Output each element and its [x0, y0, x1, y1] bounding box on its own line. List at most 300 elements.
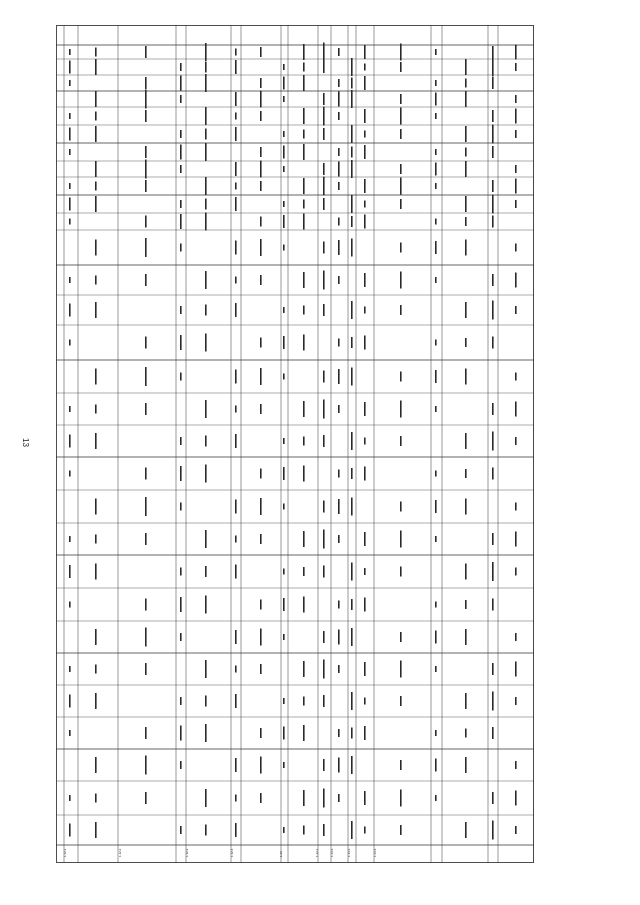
cell-value-mark [303, 401, 305, 417]
cell-value-mark [364, 698, 366, 705]
cell-value-mark [303, 178, 305, 194]
cell-value-mark [435, 163, 437, 176]
cell-value-mark [364, 402, 366, 416]
cell-value-mark [338, 79, 340, 87]
cell-value-mark [145, 599, 147, 611]
cell-value-mark [145, 274, 147, 286]
cell-value-mark [323, 400, 325, 419]
cell-value-mark [492, 432, 494, 451]
cell-value-mark [364, 76, 366, 90]
cell-value-mark [323, 824, 325, 836]
cell-value-mark [465, 59, 467, 75]
cell-value-mark [435, 183, 437, 189]
cell-value-mark [400, 790, 402, 807]
cell-value-mark [465, 217, 467, 226]
cell-value-mark [180, 826, 182, 834]
cell-value-mark [180, 63, 182, 71]
cell-value-mark [435, 666, 437, 672]
cell-value-mark [303, 567, 305, 576]
cell-value-mark [515, 244, 517, 252]
cell-value-mark [364, 827, 366, 834]
cell-value-mark [465, 469, 467, 478]
cell-value-mark [145, 46, 147, 58]
cell-value-mark [323, 107, 325, 126]
cell-value-mark [205, 530, 207, 548]
cell-value-mark [515, 109, 517, 124]
cell-value-mark [283, 438, 285, 444]
cell-value-mark [205, 62, 207, 73]
cell-value-mark [323, 759, 325, 771]
cell-value-mark [283, 201, 285, 207]
cell-value-mark [235, 666, 237, 673]
cell-value-mark [338, 276, 340, 284]
cell-value-mark [323, 198, 325, 210]
cell-value-mark [145, 90, 147, 109]
cell-value-mark [235, 630, 237, 644]
cell-value-mark [95, 535, 97, 544]
cell-value-mark [95, 302, 97, 318]
cell-value-mark [351, 90, 353, 108]
cell-value-mark [69, 149, 71, 155]
cell-value-mark [95, 822, 97, 838]
cell-value-mark [260, 181, 262, 191]
cell-value-mark [260, 91, 262, 108]
cell-value-mark [235, 92, 237, 106]
cell-value-mark [364, 131, 366, 138]
cell-value-mark [515, 63, 517, 71]
cell-value-mark [205, 213, 207, 231]
cell-value-mark [235, 795, 237, 802]
cell-value-mark [515, 437, 517, 445]
cell-value-mark [492, 337, 494, 349]
cell-value-mark [338, 601, 340, 609]
cell-value-mark [235, 370, 237, 384]
cell-value-mark [95, 629, 97, 645]
cell-value-mark [364, 467, 366, 481]
cell-value-mark [492, 216, 494, 228]
cell-value-mark [400, 272, 402, 289]
cell-value-mark [260, 338, 262, 348]
cell-value-mark [303, 725, 305, 741]
cell-value-mark [323, 304, 325, 316]
cell-value-mark [283, 598, 285, 611]
cell-value-mark [205, 465, 207, 483]
cell-value-mark [283, 336, 285, 349]
cell-value-mark [260, 78, 262, 88]
row-code-label: 1.12.1 [63, 848, 67, 857]
cell-value-mark [69, 824, 71, 837]
cell-value-mark [260, 368, 262, 385]
cell-value-mark [235, 241, 237, 255]
cell-value-mark [364, 438, 366, 445]
cell-value-mark [465, 822, 467, 838]
cell-value-mark [180, 726, 182, 741]
cell-value-mark [364, 201, 366, 208]
cell-value-mark [303, 826, 305, 835]
cell-value-mark [323, 660, 325, 679]
cell-value-mark [303, 108, 305, 124]
cell-value-mark [303, 790, 305, 806]
cell-value-mark [180, 503, 182, 511]
row-code-label: 1.13 [279, 851, 283, 857]
cell-value-mark [69, 277, 71, 283]
cell-value-mark [323, 43, 325, 62]
cell-value-mark [303, 75, 305, 91]
cell-value-mark [95, 196, 97, 212]
cell-value-mark [400, 531, 402, 548]
cell-value-mark [205, 74, 207, 92]
cell-value-mark [515, 373, 517, 381]
cell-value-mark [492, 58, 494, 77]
cell-value-mark [435, 730, 437, 736]
cell-value-mark [260, 793, 262, 803]
cell-value-mark [351, 368, 353, 386]
cell-value-mark [323, 566, 325, 578]
cell-value-mark [260, 664, 262, 674]
cell-value-mark [492, 195, 494, 214]
cell-value-mark [95, 405, 97, 414]
cell-value-mark [260, 111, 262, 121]
cell-value-mark [180, 633, 182, 641]
cell-value-mark [283, 374, 285, 380]
cell-value-mark [323, 501, 325, 513]
cell-value-mark [400, 401, 402, 418]
cell-value-mark [260, 161, 262, 178]
cell-value-mark [69, 536, 71, 542]
cell-value-mark [465, 757, 467, 773]
cell-value-mark [435, 795, 437, 801]
cell-value-mark [435, 113, 437, 119]
cell-value-mark [303, 697, 305, 706]
cell-value-mark [260, 629, 262, 646]
row-code-label: 1.13.2 [330, 848, 334, 857]
cell-value-mark [351, 78, 353, 89]
cell-value-mark [323, 242, 325, 254]
cell-value-mark [338, 240, 340, 255]
cell-value-mark [205, 107, 207, 125]
cell-value-mark [235, 565, 237, 579]
cell-value-mark [364, 726, 366, 740]
cell-value-mark [145, 216, 147, 228]
cell-value-mark [145, 110, 147, 122]
cell-value-mark [260, 600, 262, 610]
cell-value-mark [303, 335, 305, 351]
cell-value-mark [145, 663, 147, 675]
cell-value-mark [351, 432, 353, 450]
cell-value-mark [364, 568, 366, 575]
cell-value-mark [435, 277, 437, 283]
cell-value-mark [465, 302, 467, 318]
cell-value-mark [303, 272, 305, 288]
cell-value-mark [235, 823, 237, 837]
cell-value-mark [351, 125, 353, 143]
cell-value-mark [435, 602, 437, 608]
cell-value-mark [145, 756, 147, 775]
cell-value-mark [515, 402, 517, 417]
cell-value-mark [492, 599, 494, 611]
cell-value-mark [435, 93, 437, 106]
cell-value-mark [303, 63, 305, 72]
cell-value-mark [180, 437, 182, 445]
cell-value-mark [180, 76, 182, 91]
cell-value-mark [351, 468, 353, 479]
cell-value-mark [260, 47, 262, 57]
cell-value-mark [283, 504, 285, 510]
cell-value-mark [205, 129, 207, 140]
cell-value-mark [465, 91, 467, 107]
cell-value-mark [400, 502, 402, 512]
cell-value-mark [515, 791, 517, 806]
cell-value-mark [465, 126, 467, 142]
cell-value-mark [69, 304, 71, 317]
rotated-data-table [56, 25, 534, 863]
row-code-label: 1.12.4 [230, 848, 234, 857]
cell-value-mark [69, 565, 71, 578]
cell-value-mark [435, 631, 437, 644]
cell-value-mark [145, 497, 147, 516]
cell-value-mark [338, 339, 340, 347]
cell-value-mark [351, 563, 353, 581]
cell-value-mark [260, 147, 262, 157]
cell-value-mark [69, 795, 71, 801]
cell-value-mark [400, 243, 402, 253]
cell-value-mark [492, 146, 494, 158]
cell-value-mark [260, 404, 262, 414]
cell-value-mark [69, 602, 71, 608]
cell-value-mark [180, 130, 182, 138]
cell-value-mark [145, 77, 147, 89]
cell-value-mark [465, 369, 467, 385]
cell-value-mark [465, 161, 467, 177]
cell-value-mark [205, 334, 207, 352]
cell-value-mark [465, 499, 467, 515]
cell-value-mark [465, 600, 467, 609]
cell-value-mark [145, 792, 147, 804]
cell-value-mark [465, 629, 467, 645]
cell-value-mark [364, 215, 366, 229]
cell-value-mark [364, 791, 366, 805]
cell-value-mark [180, 761, 182, 769]
cell-value-mark [235, 406, 237, 413]
cell-value-mark [235, 113, 237, 120]
cell-value-mark [145, 160, 147, 179]
cell-value-mark [235, 49, 237, 56]
cell-value-mark [283, 569, 285, 575]
cell-value-mark [95, 276, 97, 285]
cell-value-mark [235, 694, 237, 708]
cell-value-mark [180, 244, 182, 252]
cell-value-mark [303, 144, 305, 160]
cell-value-mark [69, 695, 71, 708]
cell-value-mark [400, 129, 402, 139]
cell-value-mark [338, 92, 340, 107]
cell-value-mark [235, 127, 237, 141]
cell-value-mark [260, 728, 262, 738]
cell-value-mark [338, 182, 340, 190]
cell-value-mark [95, 91, 97, 107]
cell-value-mark [465, 79, 467, 88]
cell-value-mark [400, 94, 402, 104]
cell-value-mark [515, 45, 517, 60]
cell-value-mark [69, 340, 71, 346]
cell-value-mark [400, 632, 402, 642]
cell-value-mark [205, 400, 207, 418]
cell-value-mark [435, 471, 437, 477]
cell-value-mark [351, 756, 353, 774]
cell-value-mark [180, 165, 182, 173]
cell-value-mark [69, 128, 71, 141]
cell-value-mark [323, 177, 325, 196]
cell-value-mark [435, 340, 437, 346]
cell-value-mark [283, 307, 285, 313]
cell-value-mark [492, 792, 494, 804]
cell-value-mark [492, 274, 494, 286]
page-number: 13 [21, 438, 30, 447]
cell-value-mark [465, 693, 467, 709]
cell-value-mark [400, 760, 402, 770]
cell-value-mark [205, 696, 207, 707]
cell-value-mark [515, 662, 517, 677]
cell-value-mark [465, 338, 467, 347]
row-code-label: 1.12.2 [118, 848, 122, 857]
cell-value-mark [145, 180, 147, 192]
cell-value-mark [95, 112, 97, 121]
row-code-label: 1.13.3 [347, 848, 351, 857]
cell-value-mark [283, 77, 285, 90]
cell-value-mark [69, 219, 71, 225]
cell-value-mark [323, 631, 325, 643]
cell-value-mark [95, 757, 97, 773]
cell-value-mark [205, 43, 207, 61]
cell-value-mark [364, 598, 366, 612]
cell-value-mark [492, 301, 494, 320]
cell-value-mark [400, 199, 402, 209]
cell-value-mark [95, 665, 97, 674]
cell-value-mark [260, 217, 262, 227]
cell-value-mark [260, 469, 262, 479]
cell-value-mark [283, 166, 285, 172]
cell-value-mark [69, 80, 71, 86]
cell-value-mark [283, 96, 285, 102]
cell-value-mark [180, 697, 182, 705]
cell-value-mark [515, 697, 517, 705]
cell-value-mark [260, 534, 262, 544]
cell-value-mark [180, 568, 182, 576]
cell-value-mark [492, 727, 494, 739]
cell-value-mark [69, 435, 71, 448]
cell-value-mark [515, 306, 517, 314]
cell-value-mark [351, 58, 353, 76]
cell-value-mark [364, 662, 366, 676]
cell-value-mark [338, 729, 340, 737]
cell-value-mark [515, 532, 517, 547]
cell-value-mark [323, 371, 325, 383]
cell-value-mark [351, 195, 353, 213]
cell-value-mark [69, 113, 71, 119]
cell-value-mark [145, 337, 147, 349]
cell-value-mark [283, 827, 285, 833]
cell-value-mark [95, 59, 97, 75]
cell-value-mark [515, 568, 517, 576]
cell-value-mark [338, 630, 340, 645]
cell-value-mark [364, 145, 366, 159]
cell-value-mark [95, 499, 97, 515]
cell-value-mark [205, 271, 207, 289]
cell-value-mark [303, 306, 305, 315]
cell-value-mark [515, 761, 517, 769]
cell-value-mark [338, 794, 340, 802]
cell-value-mark [400, 178, 402, 195]
cell-value-mark [364, 45, 366, 59]
cell-value-mark [95, 161, 97, 177]
cell-value-mark [95, 182, 97, 191]
cell-value-mark [69, 730, 71, 736]
cell-value-mark [95, 693, 97, 709]
cell-value-mark [364, 109, 366, 123]
cell-value-mark [435, 241, 437, 254]
cell-value-mark [323, 271, 325, 290]
cell-value-mark [145, 533, 147, 545]
cell-value-mark [283, 698, 285, 704]
cell-value-mark [303, 214, 305, 230]
cell-value-mark [235, 434, 237, 448]
cell-value-mark [435, 406, 437, 412]
cell-value-mark [364, 307, 366, 314]
cell-value-mark [492, 403, 494, 415]
cell-value-mark [260, 498, 262, 515]
cell-value-mark [364, 336, 366, 350]
cell-value-mark [145, 367, 147, 386]
cell-value-mark [145, 628, 147, 647]
cell-value-mark [235, 60, 237, 74]
cell-value-mark [235, 197, 237, 211]
row-code-label: 1.13.1 [315, 848, 319, 857]
cell-value-mark [351, 337, 353, 348]
cell-value-mark [69, 49, 71, 55]
cell-value-mark [515, 633, 517, 641]
cell-value-mark [400, 696, 402, 706]
cell-value-mark [205, 596, 207, 614]
cell-value-mark [465, 148, 467, 157]
cell-value-mark [260, 275, 262, 285]
cell-value-mark [323, 695, 325, 707]
cell-value-mark [400, 661, 402, 678]
cell-value-mark [283, 467, 285, 480]
cell-value-mark [260, 757, 262, 774]
cell-value-mark [205, 724, 207, 742]
cell-value-mark [69, 666, 71, 672]
cell-value-mark [323, 163, 325, 175]
cell-value-mark [492, 663, 494, 675]
cell-value-mark [351, 628, 353, 646]
cell-value-mark [303, 466, 305, 482]
cell-value-mark [435, 370, 437, 383]
cell-value-mark [338, 665, 340, 673]
cell-value-mark [145, 468, 147, 480]
cell-value-mark [180, 200, 182, 208]
cell-value-mark [323, 128, 325, 140]
cell-value-mark [492, 533, 494, 545]
cell-value-mark [351, 239, 353, 257]
cell-value-mark [235, 536, 237, 543]
cell-value-mark [205, 825, 207, 836]
cell-value-mark [235, 162, 237, 176]
cell-value-mark [69, 198, 71, 211]
cell-value-mark [205, 566, 207, 577]
cell-value-mark [515, 503, 517, 511]
cell-value-mark [205, 789, 207, 807]
cell-value-mark [338, 499, 340, 514]
